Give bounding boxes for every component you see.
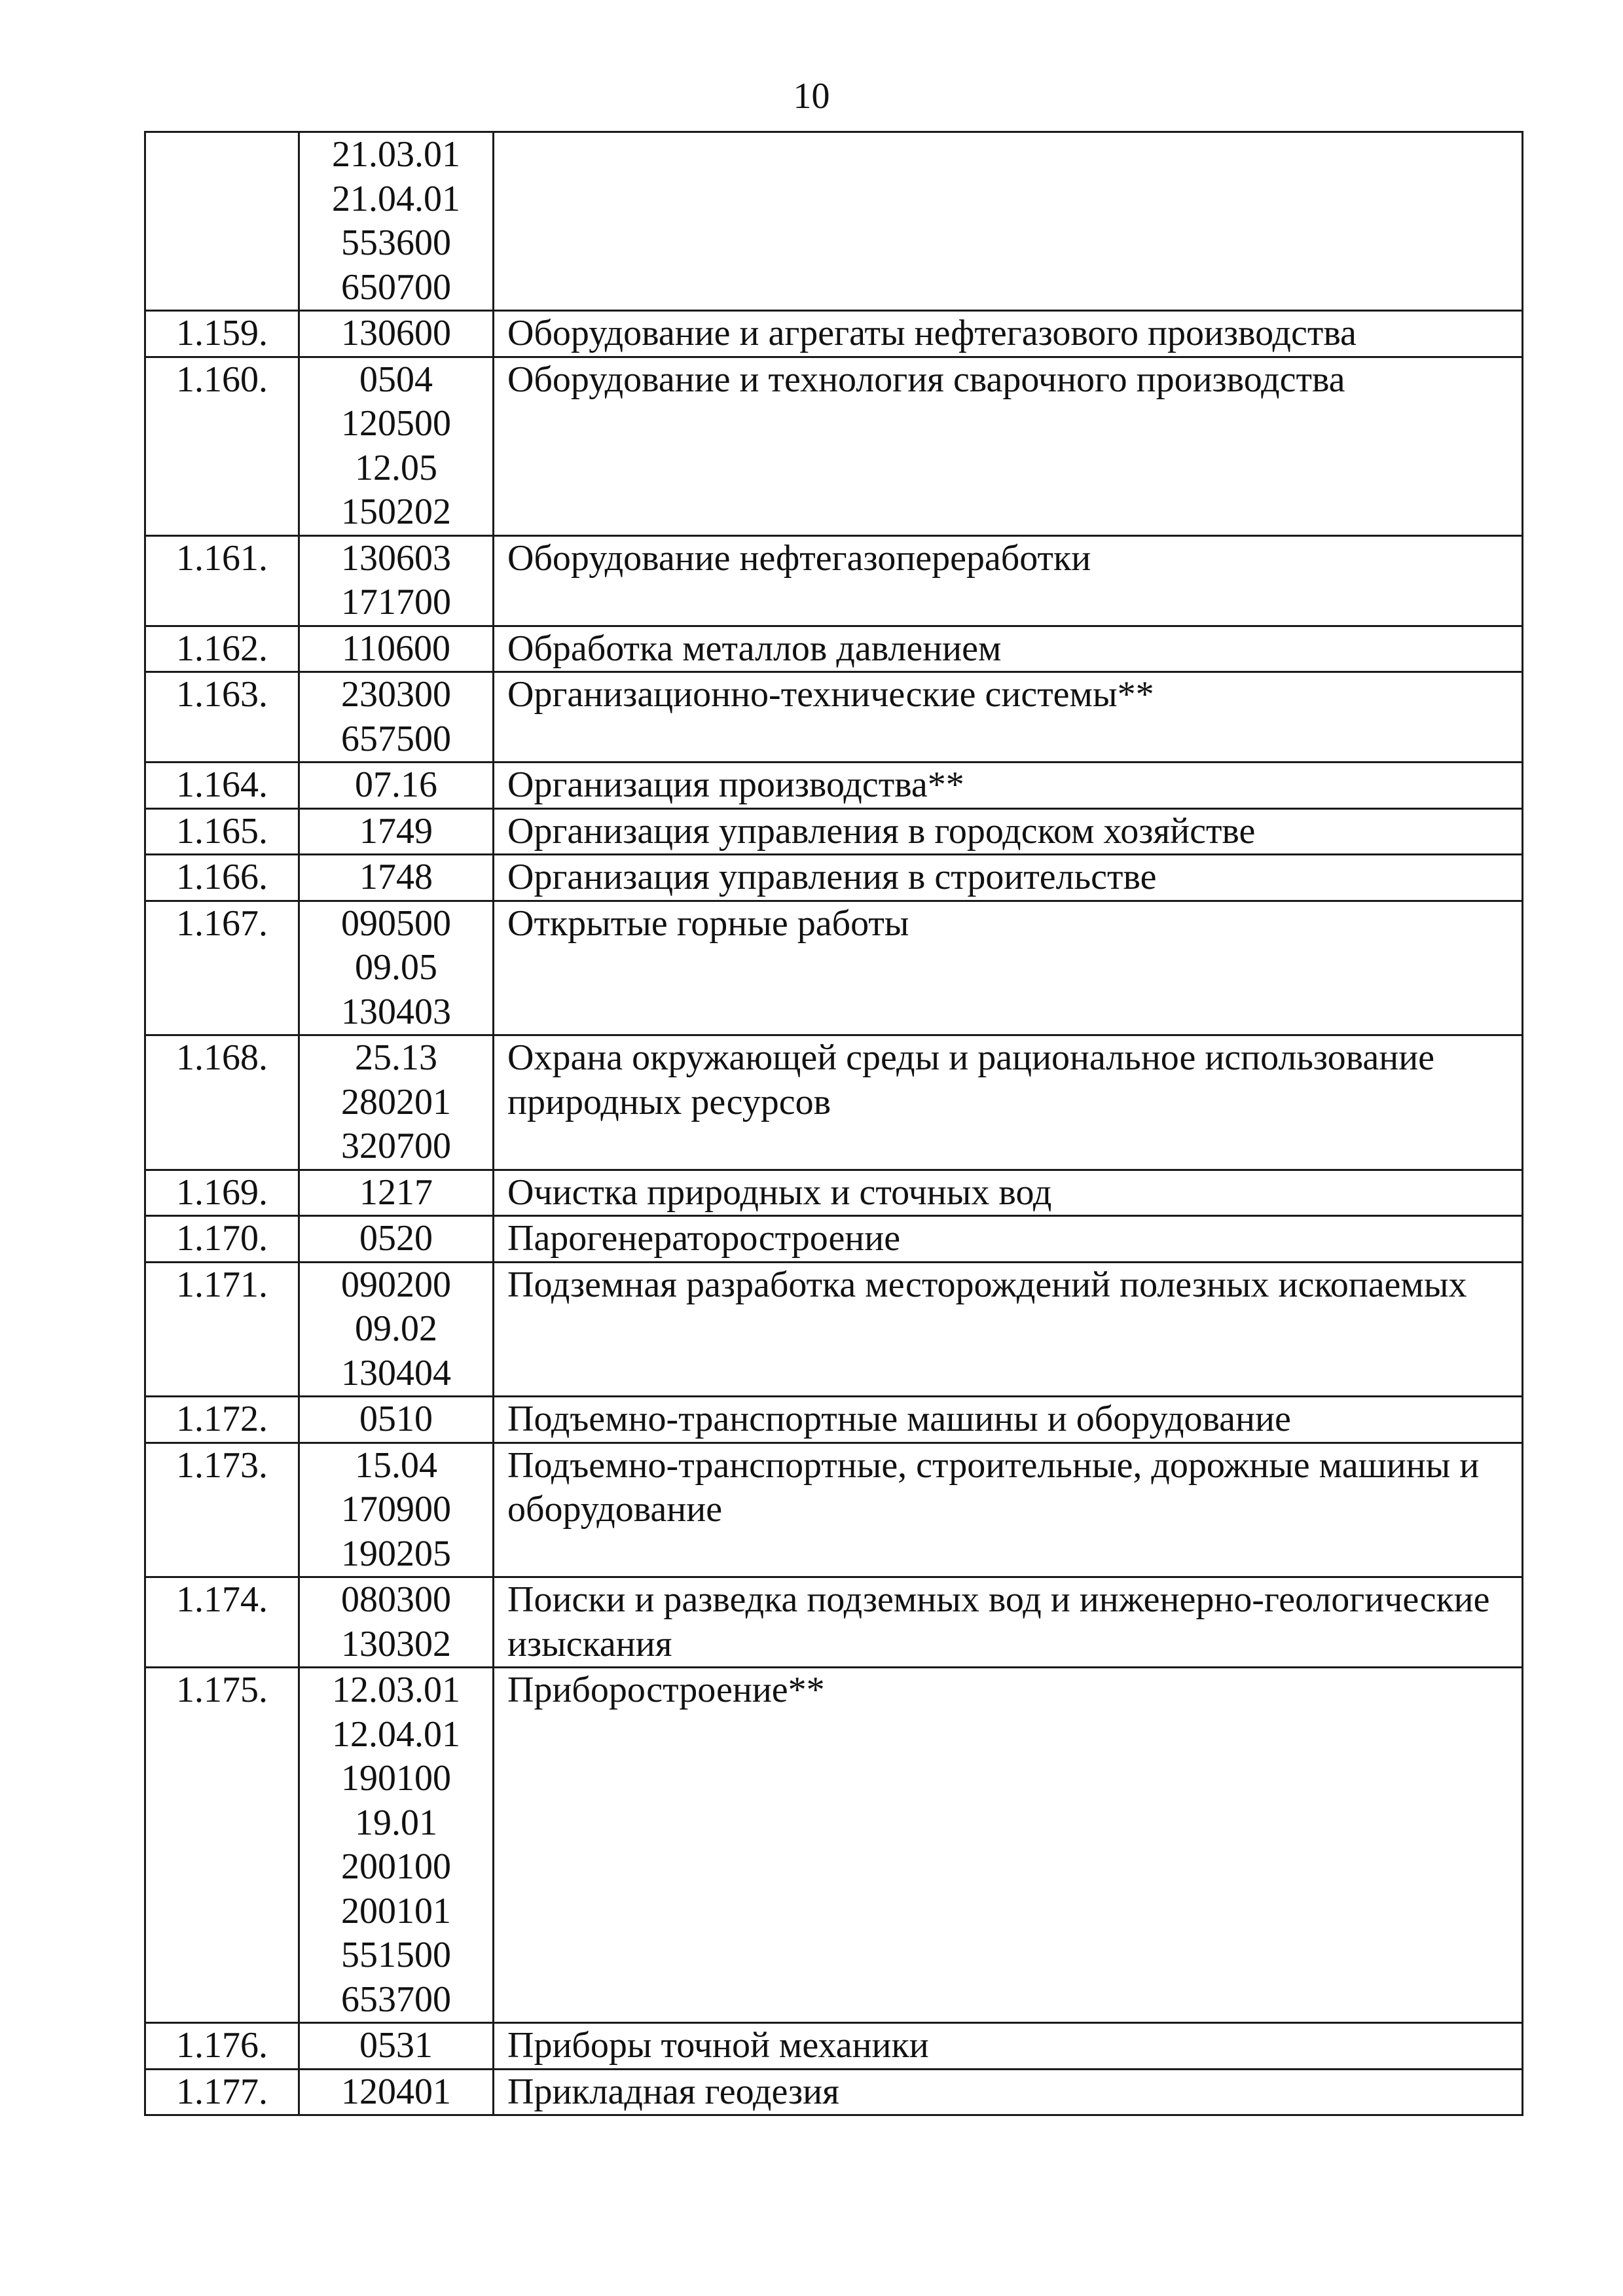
specialty-code: 551500 <box>341 1935 451 1975</box>
specialty-name: Охрана окружающей среды и рациональное использование природных ресурсов <box>494 1035 1523 1170</box>
specialty-codes <box>299 535 494 626</box>
specialty-codes <box>299 1216 494 1263</box>
specialty-code: 09.05 <box>355 947 437 988</box>
specialty-name: Парогенераторостроение <box>494 1216 1523 1263</box>
table-row <box>145 1035 1523 1170</box>
specialty-name <box>494 132 1523 311</box>
row-number: 1.161. <box>145 535 299 626</box>
table-row <box>145 2069 1523 2115</box>
specialty-name: Подземная разработка месторождений полезных ископаемых <box>494 1262 1523 1397</box>
specialty-code: 21.03.01 <box>332 134 460 175</box>
specialty-code: 130302 <box>341 1623 451 1664</box>
specialty-code: 15.04 <box>355 1444 437 1486</box>
specialty-codes <box>299 1035 494 1170</box>
row-number: 1.173. <box>145 1443 299 1577</box>
page-number: 10 <box>793 76 830 117</box>
specialty-codes <box>299 762 494 809</box>
specialty-code: 200101 <box>341 1890 451 1931</box>
specialty-codes <box>299 311 494 357</box>
specialty-code: 280201 <box>341 1081 451 1122</box>
specialty-name: Оборудование и технология сварочного производства <box>494 357 1523 535</box>
table-row <box>145 132 1523 311</box>
row-number: 1.170. <box>145 1216 299 1263</box>
table-row <box>145 1262 1523 1397</box>
row-number: 1.160. <box>145 357 299 535</box>
specialty-code: 230300 <box>341 674 451 715</box>
specialty-name: Организация производства** <box>494 762 1523 809</box>
specialty-code: 1749 <box>359 810 433 852</box>
specialty-code: 1217 <box>359 1172 433 1213</box>
specialty-code: 653700 <box>341 1979 451 2020</box>
specialty-name: Оборудование нефтегазопереработки <box>494 535 1523 626</box>
specialty-name: Прикладная геодезия <box>494 2069 1523 2115</box>
specialty-code: 12.03.01 <box>332 1670 460 1710</box>
specialty-code: 110600 <box>342 628 450 669</box>
table-row <box>145 1397 1523 1443</box>
specialty-code: 650700 <box>341 266 451 308</box>
specialty-name: Организация управления в городском хозяйстве <box>494 808 1523 855</box>
specialty-code: 120401 <box>341 2071 451 2112</box>
table-row <box>145 357 1523 535</box>
specialty-codes <box>299 1443 494 1577</box>
specialty-codes <box>299 1577 494 1668</box>
row-number <box>145 132 299 311</box>
specialty-name: Организационно-технические системы** <box>494 672 1523 762</box>
specialty-code: 0510 <box>359 1399 433 1439</box>
specialty-codes <box>299 1668 494 2023</box>
row-number: 1.162. <box>145 626 299 672</box>
specialty-codes <box>299 855 494 901</box>
specialty-codes <box>299 2023 494 2070</box>
specialty-code: 130404 <box>341 1352 451 1393</box>
specialty-name: Очистка природных и сточных вод <box>494 1170 1523 1216</box>
specialty-code: 190205 <box>341 1533 451 1574</box>
table-row <box>145 808 1523 855</box>
specialty-code: 21.04.01 <box>332 178 460 219</box>
specialty-codes <box>299 132 494 311</box>
specialty-name: Подъемно-транспортные машины и оборудование <box>494 1397 1523 1443</box>
specialty-code: 200100 <box>341 1846 451 1887</box>
row-number: 1.174. <box>145 1577 299 1668</box>
specialty-name: Приборостроение** <box>494 1668 1523 2023</box>
row-number: 1.169. <box>145 1170 299 1216</box>
specialty-code: 0520 <box>359 1218 433 1259</box>
table-row <box>145 855 1523 901</box>
row-number: 1.176. <box>145 2023 299 2070</box>
specialty-code: 130600 <box>341 313 451 353</box>
table-row <box>145 672 1523 762</box>
specialty-code: 657500 <box>341 718 451 759</box>
table-row <box>145 2023 1523 2070</box>
specialty-code: 130603 <box>341 537 451 579</box>
specialty-name: Организация управления в строительстве <box>494 855 1523 901</box>
row-number: 1.163. <box>145 672 299 762</box>
specialty-codes <box>299 808 494 855</box>
specialty-code: 0504 <box>359 359 433 400</box>
specialty-codes <box>299 1397 494 1443</box>
specialty-code: 320700 <box>341 1126 451 1166</box>
table-row <box>145 1443 1523 1577</box>
specialty-code: 19.01 <box>355 1802 437 1843</box>
specialty-code: 150202 <box>341 492 451 532</box>
row-number: 1.175. <box>145 1668 299 2023</box>
specialty-codes <box>299 672 494 762</box>
specialty-codes <box>299 626 494 672</box>
specialty-codes <box>299 901 494 1035</box>
specialty-codes <box>299 1170 494 1216</box>
specialty-code: 07.16 <box>355 764 437 805</box>
row-number: 1.159. <box>145 311 299 357</box>
specialties-table <box>144 131 1523 2116</box>
row-number: 1.166. <box>145 855 299 901</box>
specialty-code: 090200 <box>341 1264 451 1305</box>
specialty-codes <box>299 1262 494 1397</box>
table-row <box>145 1668 1523 2023</box>
table-row <box>145 1216 1523 1263</box>
row-number: 1.167. <box>145 901 299 1035</box>
table-row <box>145 1170 1523 1216</box>
specialty-codes <box>299 2069 494 2115</box>
row-number: 1.172. <box>145 1397 299 1443</box>
specialty-name: Оборудование и агрегаты нефтегазового производства <box>494 311 1523 357</box>
specialty-code: 080300 <box>341 1579 451 1620</box>
specialty-code: 120500 <box>341 403 451 444</box>
row-number: 1.171. <box>145 1262 299 1397</box>
specialty-code: 190100 <box>341 1758 451 1799</box>
specialty-code: 171700 <box>341 582 451 622</box>
row-number: 1.165. <box>145 808 299 855</box>
table-row <box>145 311 1523 357</box>
row-number: 1.168. <box>145 1035 299 1170</box>
table-row <box>145 762 1523 809</box>
specialty-name: Приборы точной механики <box>494 2023 1523 2070</box>
specialty-name: Открытые горные работы <box>494 901 1523 1035</box>
specialty-code: 1748 <box>359 857 433 897</box>
specialty-code: 12.04.01 <box>332 1713 460 1755</box>
specialty-codes <box>299 357 494 535</box>
table-row <box>145 626 1523 672</box>
specialty-name: Обработка металлов давлением <box>494 626 1523 672</box>
table-body <box>145 132 1523 2115</box>
specialty-name: Подъемно-транспортные, строительные, дорожные машины и оборудование <box>494 1443 1523 1577</box>
specialty-code: 090500 <box>341 903 451 944</box>
row-number: 1.177. <box>145 2069 299 2115</box>
specialty-code: 170900 <box>341 1489 451 1530</box>
specialty-name: Поиски и разведка подземных вод и инженерно-геологические изыскания <box>494 1577 1523 1668</box>
row-number: 1.164. <box>145 762 299 809</box>
table-row <box>145 901 1523 1035</box>
specialty-code: 25.13 <box>355 1037 437 1078</box>
table-row <box>145 535 1523 626</box>
table-row <box>145 1577 1523 1668</box>
specialty-code: 130403 <box>341 991 451 1032</box>
specialty-code: 12.05 <box>355 447 437 488</box>
specialty-code: 09.02 <box>355 1308 437 1349</box>
specialty-code: 0531 <box>359 2025 433 2066</box>
specialty-code: 553600 <box>341 223 451 263</box>
